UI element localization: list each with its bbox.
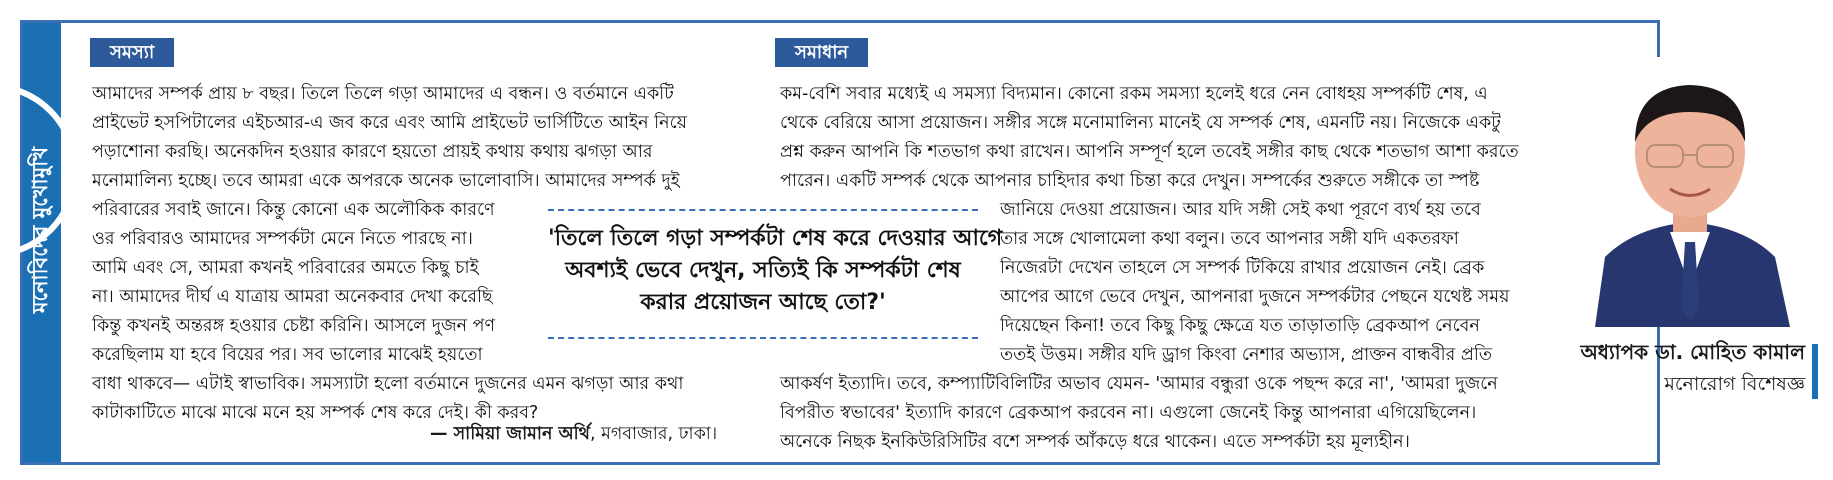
problem-line: পড়াশোনা করছি। অনেকদিন হওয়ার কারণে হয়তো প্রায়ই কথায় কথায় ঝগড়া আর [92, 142, 653, 162]
problem-line: কাটাকাটিতে মাঝে মাঝে মনে হয় সম্পর্ক শেষ করে দেই। কী করব? [92, 403, 539, 423]
solution-line: আকর্ষণ ইত্যাদি। তবে, কম্প্যাটিবিলিটির অভাব যেমন- 'আমার বন্ধুরা ওকে পছন্দ করে না', 'আমরা দুজনে [780, 374, 1498, 394]
quote-line: অবশ্যই ভেবে দেখুন, সত্যিই কি সম্পর্কটা শেষ [565, 258, 961, 283]
pull-quote [548, 205, 1003, 343]
solution-line: প্রশ্ন করুন আপনি কি শতভাগ কথা রাখেন। আপনি সম্পূর্ণ হলে তবেই সঙ্গীর কাছ থেকে শতভাগ আশা করতে [780, 142, 1519, 162]
signature-name: — সামিয়া জামান অর্থি [430, 424, 590, 444]
solution-label: সমাধান [775, 38, 868, 67]
problem-line: কিন্তু কখনই অন্তরঙ্গ হওয়ার চেষ্টা করিনি। আসলে দুজন পণ [92, 316, 496, 336]
solution-line: বিপরীত স্বভাবের' ইত্যাদি কারণে ব্রেকআপ করবেন না। এগুলো জেনেই কিন্তু আপনারা এগিয়েছিলেন। [780, 403, 1477, 423]
problem-signature [430, 420, 717, 449]
solution-line: অনেকে নিছক ইনকিউরিসিটির বশে সম্পর্ক আঁকড়ে ধরে থাকেন। এতে সম্পর্কটা হয় মূল্যহীন। [780, 432, 1410, 452]
pull-quote-text [548, 223, 1003, 319]
quote-divider-top [548, 209, 978, 211]
author-name: অধ্যাপক ডা. মোহিত কামাল [1580, 340, 1805, 364]
problem-line: বাধা থাকবে— এটাই স্বাভাবিক। সমস্যাটা হলো বর্তমানে দুজনের এমন ঝগড়া আর কথা [92, 374, 684, 394]
problem-line: করেছিলাম যা হবে বিয়ের পর। সব ভালোর মাঝেই হয়তো [92, 345, 483, 365]
quote-divider-bottom [548, 337, 978, 339]
problem-line: আমি এবং সে, আমরা কখনই পরিবারের অমতে কিছু চাই [92, 258, 479, 278]
problem-line: পরিবারের সবাই জানে। কিন্তু কোনো এক অলৌকিক কারণে [92, 200, 495, 220]
problem-line: মনোমালিন্য হচ্ছে। তবে আমরা একে অপরকে অনেক ভালোবাসি। আমাদের সম্পর্ক দুই [92, 171, 680, 191]
solution-line: থেকে বেরিয়ে আসা প্রয়োজন। সঙ্গীর সঙ্গে মনোমালিন্য মানেই যে সম্পর্ক শেষ, এমনটি নয়। নিজেকে একটু [780, 113, 1501, 133]
problem-line: আমাদের সম্পর্ক প্রায় ৮ বছর। তিলে তিলে গড়া আমাদের এ বন্ধন। ও বর্তমানে একটি [92, 84, 674, 104]
solution-text-bottom [780, 370, 1580, 457]
problem-line: না। আমাদের দীর্ঘ এ যাত্রায় আমরা অনেকবার দেখা করেছি [92, 287, 493, 307]
solution-line: ততই উত্তম। সঙ্গীর যদি ড্রাগ কিংবা নেশার অভ্যাস, প্রাক্তন বান্ধবীর প্রতি [1000, 345, 1493, 365]
solution-line: কম-বেশি সবার মধ্যেই এ সমস্যা বিদ্যমান। কোনো রকম সমস্যা হলেই ধরে নেন বোধহয় সম্পর্কটি শেষ, এ [780, 84, 1488, 104]
solution-line: জানিয়ে দেওয়া প্রয়োজন। আর যদি সঙ্গী সেই কথা পূরণে ব্যর্থ হয় তবে [1000, 200, 1481, 220]
solution-line: আপের আগে ভেবে দেখুন, আপনারা দুজনে সম্পর্কটার পেছনে যথেষ্ট সময় [1000, 287, 1510, 307]
sidebar-band [23, 23, 61, 462]
quote-line: করার প্রয়োজন আছে তো?' [640, 290, 886, 315]
solution-line: পারেন। একটি সম্পর্ক থেকে আপনার চাহিদার কথা চিন্তা করে দেখুন। সম্পর্কের শুরুতে সঙ্গীকে তা স্পষ্ট [780, 171, 1480, 191]
problem-line: প্রাইভেট হসপিটালের এইচআর-এ জব করে এবং আমি প্রাইভেট ভার্সিটিতে আইন নিয়ে [92, 113, 687, 133]
quote-line: 'তিলে তিলে গড়া সম্পর্কটা শেষ করে দেওয়ার আগে [548, 226, 1003, 251]
problem-label: সমস্যা [90, 38, 174, 67]
solution-line: দিয়েছেন কিনা! তবে কিছু কিছু ক্ষেত্রে যত তাড়াতাড়ি ব্রেকআপ নেবেন [1000, 316, 1480, 336]
solution-text-mid [1000, 196, 1560, 370]
author-role: মনোরোগ বিশেষজ্ঞ [1664, 373, 1805, 395]
signature-place: , মগবাজার, ঢাকা। [589, 424, 718, 444]
problem-line: ওর পরিবারও আমাদের সম্পর্কটা মেনে নিতে পারছে না। [92, 229, 473, 249]
author-accent-bar [1812, 344, 1818, 399]
author-photo [1575, 57, 1805, 327]
column-title: মনোবিদের মুখোমুখি [28, 146, 52, 314]
solution-text-top [780, 80, 1580, 196]
solution-line: নিজেরটা দেখেন তাহলে সে সম্পর্ক টিকিয়ে রাখার প্রয়োজন নেই। ব্রেক [1000, 258, 1485, 278]
solution-line: তার সঙ্গে খোলামেলা কথা বলুন। তবে আপনার সঙ্গী যদি একতরফা [1000, 229, 1459, 249]
